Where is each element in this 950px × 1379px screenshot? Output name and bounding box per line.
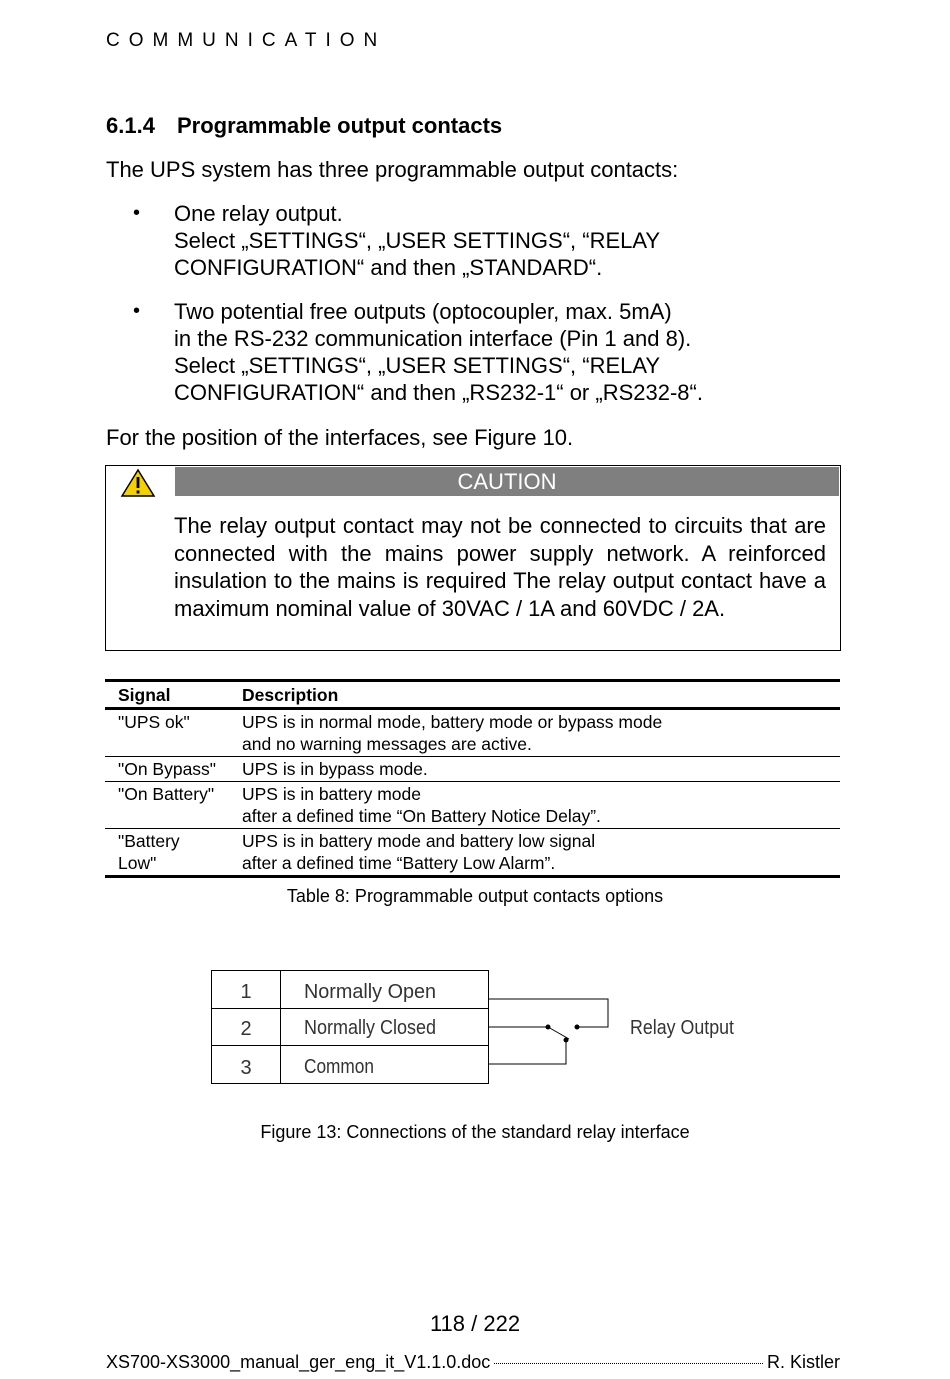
- wire-normally-open: [489, 999, 608, 1027]
- intro-paragraph: The UPS system has three programmable output contacts:: [106, 157, 679, 182]
- pin-number: 2: [240, 1018, 252, 1040]
- table-header-description: Description: [242, 685, 339, 705]
- table-cell-description: UPS is in battery mode after a defined time “On Battery Notice Delay”.: [242, 784, 601, 826]
- relay-connection-diagram: [200, 960, 760, 1100]
- table-cell-description: UPS is in normal mode, battery mode or bypass mode and no warning messages are active.: [242, 712, 663, 754]
- bullet-marker: •: [133, 300, 141, 322]
- table-row: [105, 782, 840, 828]
- section-number: 6.1.4: [106, 113, 155, 138]
- table-cell-description: UPS is in bypass mode.: [242, 759, 428, 779]
- bullet-item-optocoupler-outputs: Two potential free outputs (optocoupler, max. 5mA) in the RS-232 communication interface (Pin 1 and 8). Select „SETTINGS“, „USER SETTINGS“, “RELAY CONFIGURATION“ and then „RS232-1“ or „RS232-8“.: [174, 299, 703, 405]
- pin-label: Normally Open: [304, 981, 436, 1003]
- page-number: 118 / 222: [429, 1311, 521, 1336]
- table-cell-signal: "UPS ok": [118, 712, 190, 732]
- relay-output-label: Relay Output: [630, 1017, 735, 1039]
- caution-text: The relay output contact may not be connected to circuits that are connected with the mains power supply network. A reinforced insulation to the mains is required The relay output contact have a maximum nominal value of 30VAC / 1A and 60VDC / 2A.: [174, 513, 826, 621]
- table-cell-signal: "Battery Low": [118, 831, 180, 873]
- figure-reference-paragraph: For the position of the interfaces, see Figure 10.: [106, 425, 574, 450]
- table-row: [105, 710, 840, 756]
- pin-number: 1: [240, 981, 252, 1003]
- table-row: [105, 757, 840, 781]
- table-header-row: [105, 682, 840, 707]
- section-heading: [106, 113, 502, 139]
- table-row: [105, 829, 840, 875]
- page-footer: [106, 1352, 840, 1373]
- relay-contact-dot: [546, 1025, 551, 1030]
- relay-switch-arm: [548, 1027, 569, 1039]
- table-cell-description: UPS is in battery mode and battery low signal after a defined time “Battery Low Alarm”.: [242, 831, 596, 873]
- pin-label: Common: [304, 1056, 374, 1078]
- figure-caption: Figure 13: Connections of the standard relay interface: [260, 1122, 690, 1142]
- running-header: COMMUNICATION: [106, 30, 387, 51]
- footer-dot-leader: [494, 1363, 763, 1364]
- bullet-item-relay-output: One relay output. Select „SETTINGS“, „USER SETTINGS“, “RELAY CONFIGURATION“ and then „STANDARD“.: [174, 201, 661, 280]
- section-title: Programmable output contacts: [177, 113, 503, 138]
- wire-common: [489, 1039, 566, 1064]
- footer-author: R. Kistler: [766, 1352, 840, 1372]
- table-caption: Table 8: Programmable output contacts options: [286, 886, 664, 906]
- table-header-signal: Signal: [118, 685, 171, 705]
- footer-filename: XS700-XS3000_manual_ger_eng_it_V1.1.0.doc: [106, 1352, 491, 1372]
- pin-number: 3: [240, 1057, 252, 1079]
- table-cell-signal: "On Bypass": [118, 759, 217, 779]
- relay-contact-dot: [575, 1025, 580, 1030]
- output-contacts-table: [105, 679, 840, 878]
- table-cell-signal: "On Battery": [118, 784, 215, 804]
- pin-label: Normally Closed: [304, 1017, 436, 1039]
- table-rule: [105, 875, 840, 878]
- caution-label: CAUTION: [175, 467, 839, 496]
- relay-contact-dot: [564, 1038, 569, 1043]
- bullet-marker: •: [133, 202, 141, 224]
- warning-triangle-icon: [119, 468, 157, 498]
